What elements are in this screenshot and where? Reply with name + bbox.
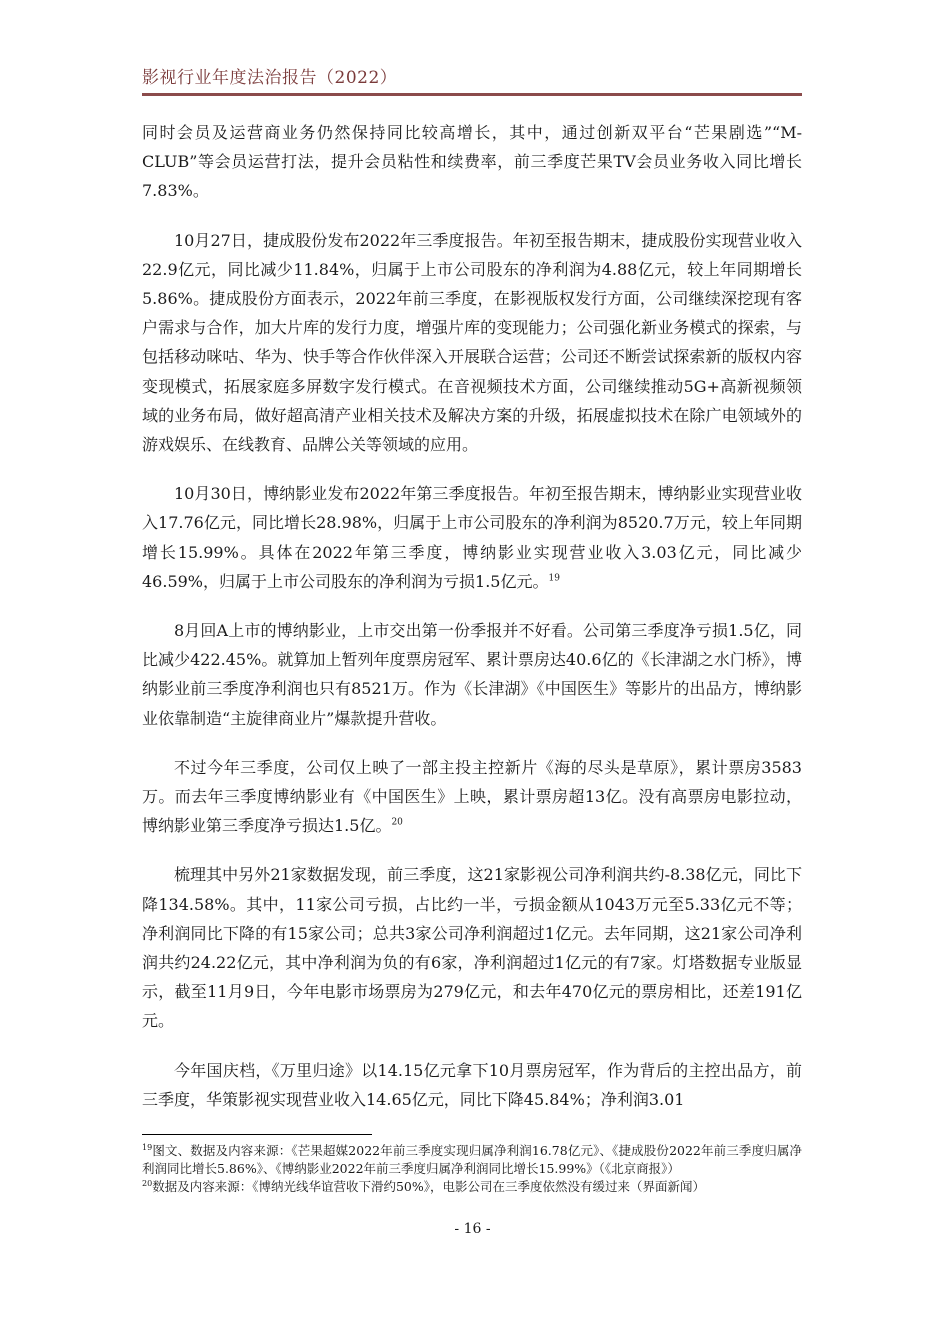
footnote-ref-19[interactable]: 19 <box>548 573 560 584</box>
page-header <box>142 66 802 94</box>
paragraph-huace: 今年国庆档，《万里归途》以14.15亿元拿下10月票房冠军，作为背后的主控出品方，前三季度，华策影视实现营业收入14.65亿元，同比下降45.84%；净利润3.01 <box>142 1060 802 1109</box>
paragraph-jiecheng: 10月27日，捷成股份发布2022年三季度报告。年初至报告期末，捷成股份实现营业收入22.9亿元，同比减少11.84%，归属于上市公司股东的净利润为4.88亿元，较上年同期增长5.86%。捷成股份方面表示，2022年前三季度，在影视版权发行方面，公司继续深挖现有客户需求与合作，加大片库的发行力度，增强片库的变现能力；公司强化新业务模式的探索，与包括移动咪咕、华为、快手等合作伙伴深入开展联合运营；公司还不断尝试探索新的版权内容变现模式，拓展家庭多屏数字发行模式。在音视频技术方面，公司继续推动5G+高新视频领域的业务布局，做好超高清产业相关技术及解决方案的升级，拓展虚拟技术在除广电领域外的游戏娱乐、在线教育、品牌公关等领域的应用。 <box>142 230 802 455</box>
header-divider <box>142 93 802 96</box>
footnote-ref-20[interactable]: 20 <box>391 817 403 828</box>
footnote-20: $^{20}$数据及内容来源：《博纳光线华谊营收下滑约50%》，电影公司在三季度依然没有缓过来（界面新闻） <box>142 1178 705 1194</box>
paragraph-21-companies: 梳理其中另外21家数据发现，前三季度，这21家影视公司净利润共约-8.38亿元，同比下降134.58%。其中，11家公司亏损，占比约一半，亏损金额从1043万元至5.33亿元不等；净利润同比下降的有15家公司；总共3家公司净利润超过1亿元。去年同期，这21家公司净利润共约24.22亿元，其中净利润为负的有6家，净利润超过1亿元的有7家。灯塔数据专业版显示，截至11月9日，今年电影市场票房为279亿元，和去年470亿元的票房相比，还差191亿元。 <box>142 865 802 1031</box>
page-number: - 16 - <box>454 1221 491 1237</box>
footnote-divider <box>142 1134 372 1135</box>
footnote-number: 19 <box>142 1142 153 1152</box>
report-title: 影视行业年度法治报告（2022） <box>142 68 398 88</box>
paragraph-bona-q3-report: 10月30日，博纳影业发布2022年第三季度报告。年初至报告期末，博纳影业实现营业收入17.76亿元，同比增长28.98%，归属于上市公司股东的净利润为8520.7万元，较上年同期增长15.99%。具体在2022年第三季度，博纳影业实现营业收入3.03亿元，同比减少46.59%，归属于上市公司股东的净利润为亏损1.5亿元。$^{19}$ <box>142 484 802 591</box>
paragraph-mangotv-continued: 同时会员及运营商业务仍然保持同比较高增长，其中，通过创新双平台“芒果剧选”“M-CLUB”等会员运营打法，提升会员粘性和续费率，前三季度芒果TV会员业务收入同比增长7.83%。 <box>142 123 802 201</box>
footnote-19: $^{19}$图文、数据及内容来源：《芒果超媒2022年前三季度实现归属净利润16.78亿元》、《捷成股份2022年前三季度归属净利润同比增长5.86%》、《博纳影业2022年前三季度归属净利润同比增长15.99%》（《北京商报》） <box>142 1142 802 1176</box>
paragraph-bona-box-office: 不过今年三季度，公司仅上映了一部主投主控新片《海的尽头是草原》，累计票房3583万。而去年三季度博纳影业有《中国医生》上映，累计票房超13亿。没有高票房电影拉动，博纳影业第三季度净亏损达1.5亿。$^{20}$ <box>142 757 802 836</box>
footnotes <box>142 1142 802 1196</box>
body-text <box>142 118 802 1134</box>
paragraph-bona-listing: 8月回A上市的博纳影业，上市交出第一份季报并不好看。公司第三季度净亏损1.5亿，同比减少422.45%。就算加上暂列年度票房冠军、累计票房达40.6亿的《长津湖之水门桥》，博纳影业前三季度净利润也只有8521万。作为《长津湖》《中国医生》等影片的出品方，博纳影业依靠制造“主旋律商业片”爆款提升营收。 <box>142 621 802 728</box>
footnote-number: 20 <box>142 1178 153 1188</box>
